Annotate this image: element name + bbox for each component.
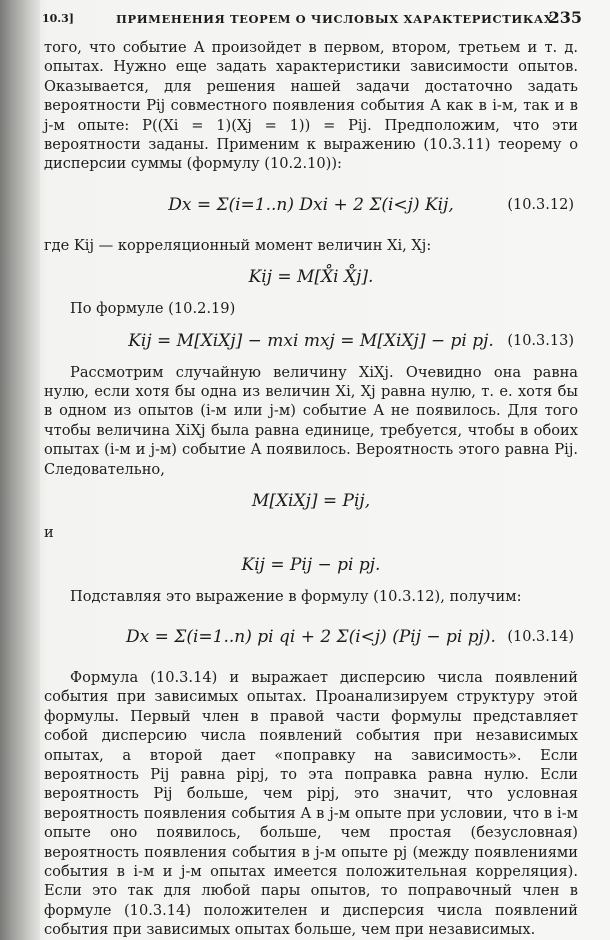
page-body bbox=[44, 38, 578, 940]
formula-text: Dx = Σ(i=1..n) Dxi + 2 Σ(i<j) Kij, bbox=[168, 194, 454, 215]
formula-text: Kij = M[X̊i X̊j]. bbox=[248, 267, 374, 288]
formula-text: Dx = Σ(i=1..n) pi qi + 2 Σ(i<j) (Pij − pi pj). bbox=[126, 626, 496, 647]
equation-number: (10.3.12) bbox=[507, 196, 574, 213]
paragraph-3: По формуле (10.2.19) bbox=[70, 300, 236, 318]
conjunction: и bbox=[44, 524, 54, 542]
formula-expectation bbox=[44, 486, 578, 516]
paragraph-6: Формула (10.3.14) и выражает дисперсию числа появлений события при зависимых опытах. Проанализируем структуру этой формулы. Первый член в правой части формулы представляет собой дисперсию числа появлений события при независимых опытах, а второй дает «поправку на зависимость». Если вероятность Pij равна pipj, то эта поправка равна нулю. Если вероятность Pij больше, чем pipj, это значит, что условная вероятность появления события A в j-м опыте при условии, что в i-м опыте оно появилось, больше, чем простая (безусловная) вероятность появления события в j-м опыте pj (между появлениями события в i-м и j-м опытах имеется положительная корреляция). Если это так для любой пары опытов, то поправочный член в формуле (10.3.14) положителен и дисперсия числа появлений события при зависимых опытах больше, чем при независимых. bbox=[44, 668, 578, 939]
equation-number: (10.3.13) bbox=[507, 332, 574, 349]
formula-10-3-13 bbox=[44, 326, 578, 356]
running-header bbox=[42, 8, 582, 30]
formula-text: Kij = Pij − pi pj. bbox=[241, 554, 381, 575]
running-title: ПРИМЕНЕНИЯ ТЕОРЕМ О ЧИСЛОВЫХ ХАРАКТЕРИСТИКАХ bbox=[116, 12, 554, 26]
equation-number: (10.3.14) bbox=[507, 628, 574, 645]
paragraph-4: Рассмотрим случайную величину XiXj. Очевидно она равна нулю, если хотя бы одна из величин Xi, Xj равна нулю, т. е. хотя бы в одном из опытов (i-м или j-м) событие A не появилось. Для того чтобы величина XiXj была равна единице, требуется, чтобы в обоих опытах (i-м и j-м) событие A появилось. Вероятность этого равна Pij. Следовательно, bbox=[44, 363, 578, 478]
formula-10-3-14 bbox=[44, 613, 578, 661]
binding-shadow bbox=[0, 0, 40, 940]
formula-text: M[XiXj] = Pij, bbox=[251, 491, 371, 512]
formula-text: Kij = M[XiXj] − mxi mxj = M[XiXj] − pi pj. bbox=[128, 330, 494, 351]
page-number: 235 bbox=[548, 8, 582, 27]
section-number: 10.3] bbox=[42, 12, 74, 25]
paragraph-1: того, что событие A произойдет в первом, втором, третьем и т. д. опытах. Нужно еще задать характеристики зависимости опытов. Оказывается, для решения нашей задачи достаточно задать вероятности Pij совместного появления события A как в i-м, так и в j-м опыте: P((Xi = 1)(Xj = 1)) = Pij. Предположим, что эти вероятности заданы. Применим к выражению (10.3.11) теорему о дисперсии суммы (формулу (10.2.10)): bbox=[44, 39, 578, 173]
paragraph-5: Подставляя это выражение в формулу (10.3.12), получим: bbox=[70, 587, 522, 605]
formula-kij-result bbox=[44, 550, 578, 580]
formula-10-3-12 bbox=[44, 181, 578, 229]
paragraph-2: где Kij — корреляционный момент величин Xi, Xj: bbox=[44, 236, 432, 254]
formula-kij-definition bbox=[44, 262, 578, 292]
